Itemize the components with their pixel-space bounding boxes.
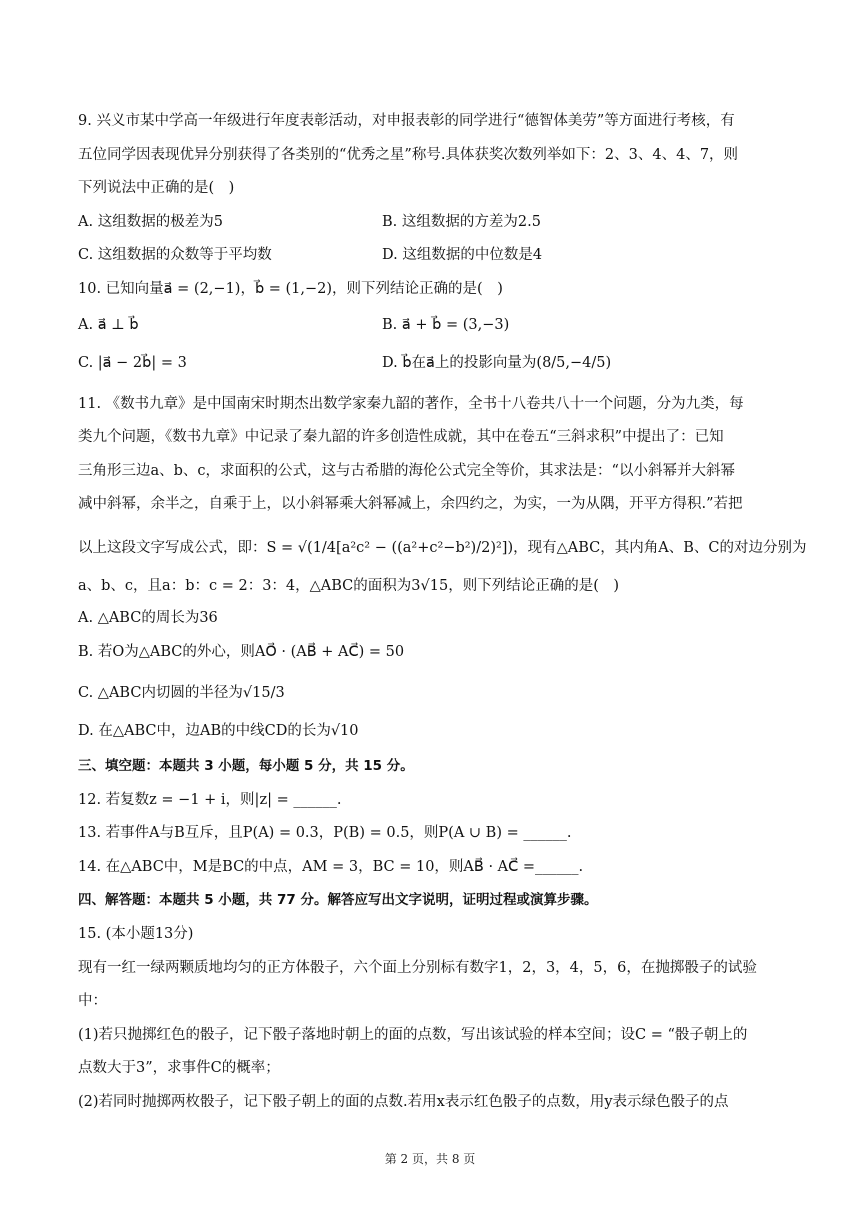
q10-stem: 10. 已知向量a⃗ = (2,−1)，b⃗ = (1,−2)，则下列结论正确的是( ) [78,281,503,297]
q15-part1-line1: (1)若只抛掷红色的骰子，记下骰子落地时朝上的面的点数，写出该试验的样本空间；设C = “骰子朝上的 [78,1027,748,1043]
q13: 13. 若事件A与B互斥，且P(A) = 0.3，P(B) = 0.5，则P(A ∪ B) = ______. [78,825,572,841]
q11-stem-line6: a、b、c，且a：b：c = 2：3：4，△ABC的面积为3√15，则下列结论正确的是( ) [78,578,620,594]
section-answer-heading: 四、解答题：本题共 5 小题，共 77 分。解答应写出文字说明，证明过程或演算步骤。 [78,892,598,908]
q9-option-b: B. 这组数据的方差为2.5 [382,214,541,230]
q11-option-c: C. △ABC内切圆的半径为√15/3 [78,685,285,701]
q9-stem-line1: 9. 兴义市某中学高一年级进行年度表彰活动，对申报表彰的同学进行“德智体美劳”等方面进行考核，有 [78,113,735,129]
q11-stem-line5: 以上这段文字写成公式，即：S = √(1/4[a²c² − ((a²+c²−b²)/2)²])，现有△ABC，其内角A、B、C的对边分别为 [78,540,807,556]
q14: 14. 在△ABC中，M是BC的中点，AM = 3，BC = 10，则AB⃗ · AC⃗ =______. [78,859,584,875]
q9-stem-line3: 下列说法中正确的是( ) [78,180,235,196]
q15-part2-line1: (2)若同时抛掷两枚骰子，记下骰子朝上的面的点数.若用x表示红色骰子的点数，用y表示绿色骰子的点 [78,1094,729,1110]
q11-stem-line2: 类九个问题，《数书九章》中记录了秦九韶的许多创造性成就，其中在卷五“三斜求积”中提出了：已知 [78,429,724,445]
q9-option-c: C. 这组数据的众数等于平均数 [78,247,272,263]
section-fill-in-heading: 三、填空题：本题共 3 小题，每小题 5 分，共 15 分。 [78,758,414,774]
q10-option-d: D. b⃗在a⃗上的投影向量为(8/5,−4/5) [382,355,612,371]
page-footer: 第 2 页，共 8 页 [384,1152,476,1166]
q11-option-d: D. 在△ABC中，边AB的中线CD的长为√10 [78,723,359,739]
q9-option-d: D. 这组数据的中位数是4 [382,247,543,263]
q10-option-a: A. a⃗ ⊥ b⃗ [78,317,139,333]
q11-option-a: A. △ABC的周长为36 [78,610,218,626]
q9-option-a: A. 这组数据的极差为5 [78,214,223,230]
q15-line1: 现有一红一绿两颗质地均匀的正方体骰子，六个面上分别标有数字1，2，3，4，5，6，在抛掷骰子的试验 [78,960,757,976]
q15-part1-line2: 点数大于3”，求事件C的概率； [78,1060,280,1076]
q10-option-c: C. |a⃗ − 2b⃗| = 3 [78,355,187,371]
q11-option-b: B. 若O为△ABC的外心，则AO⃗ · (AB⃗ + AC⃗) = 50 [78,644,405,660]
q11-stem-line4: 减中斜幂，余半之，自乘于上，以小斜幂乘大斜幂减上，余四约之，为实，一为从隅，开平方得积.”若把 [78,496,743,512]
q12: 12. 若复数z = −1 + i，则|z| = ______. [78,792,342,808]
q10-option-b: B. a⃗ + b⃗ = (3,−3) [382,317,510,333]
q15-line2: 中： [78,993,107,1009]
q11-stem-line3: 三角形三边a、b、c，求面积的公式，这与古希腊的海伦公式完全等价，其求法是：“以小斜幂并大斜幂 [78,463,735,479]
q9-stem-line2: 五位同学因表现优异分别获得了各类别的“优秀之星”称号.具体获奖次数列举如下：2、3、4、4、7，则 [78,147,739,163]
q11-stem-line1: 11. 《数书九章》是中国南宋时期杰出数学家秦九韶的著作，全书十八卷共八十一个问题，分为九类，每 [78,396,744,412]
q15-header: 15. (本小题13分) [78,926,194,942]
